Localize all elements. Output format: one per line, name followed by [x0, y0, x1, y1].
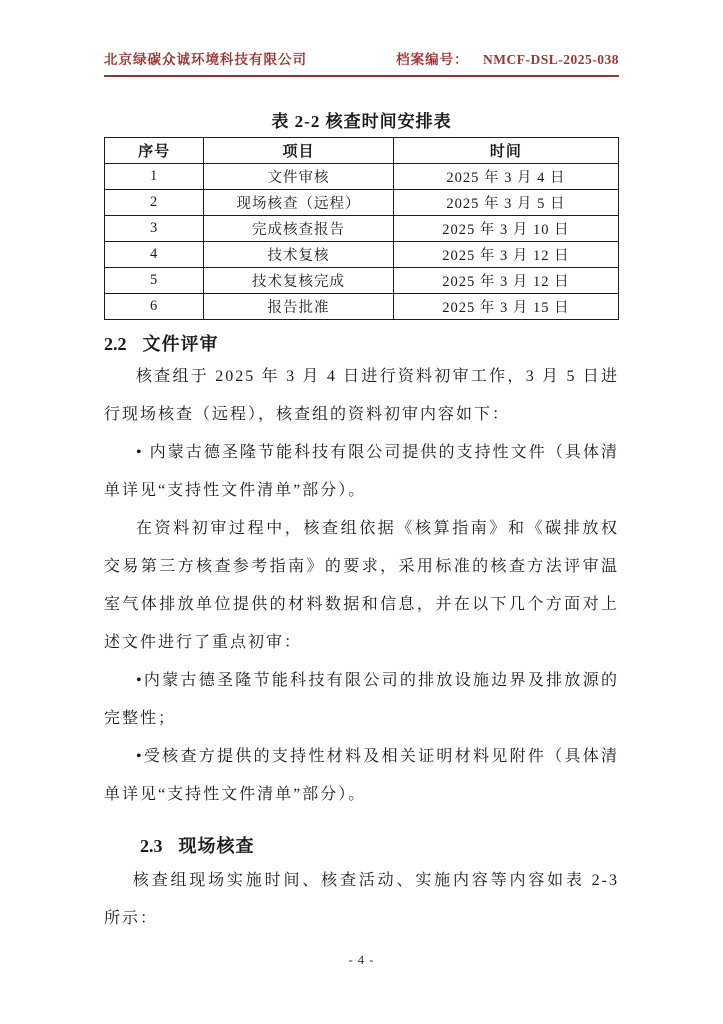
section-title: 文件评审 [142, 334, 219, 354]
col-header-item: 项目 [204, 138, 394, 164]
cell-item: 技术复核完成 [204, 268, 394, 294]
cell-time: 2025 年 3 月 12 日 [393, 242, 618, 268]
cell-time: 2025 年 3 月 10 日 [393, 216, 618, 242]
table-row [105, 190, 619, 216]
cell-item: 现场核查（远程） [204, 190, 394, 216]
bullet-item: •受核查方提供的支持性材料及相关证明材料见附件（具体清单详见“支持性文件清单”部分）。 [104, 748, 619, 803]
cell-no: 4 [105, 242, 204, 268]
company-name: 北京绿碳众诚环境科技有限公司 [104, 52, 307, 67]
section-number: 2.3 [140, 836, 163, 856]
page-header [104, 48, 619, 77]
paragraph: 核查组现场实施时间、核查活动、实施内容等内容如表 2-3 所示： [104, 872, 619, 927]
cell-item: 报告批准 [204, 294, 394, 320]
section-heading-2-3 [104, 832, 619, 858]
cell-no: 1 [105, 164, 204, 190]
cell-no: 5 [105, 268, 204, 294]
archive-number [396, 48, 619, 68]
table-row [105, 242, 619, 268]
table-row [105, 164, 619, 190]
page-number: - 4 - [348, 953, 375, 967]
cell-no: 3 [105, 216, 204, 242]
bullet-item: • 内蒙古德圣隆节能科技有限公司提供的支持性文件（具体清单详见“支持性文件清单”部分）。 [104, 444, 619, 499]
schedule-table [104, 137, 619, 320]
cell-time: 2025 年 3 月 12 日 [393, 268, 618, 294]
paragraph: 在资料初审过程中，核查组依据《核算指南》和《碳排放权交易第三方核查参考指南》的要求，采用标准的核查方法评审温室气体排放单位提供的材料数据和信息，并在以下几个方面对上述文件进行了重点初审： [104, 520, 619, 651]
col-header-no: 序号 [105, 138, 204, 164]
col-header-time: 时间 [393, 138, 618, 164]
table-header-row [105, 138, 619, 164]
cell-time: 2025 年 3 月 5 日 [393, 190, 618, 216]
section-heading-2-2 [104, 330, 619, 356]
cell-item: 完成核查报告 [204, 216, 394, 242]
table-row [105, 216, 619, 242]
section-title: 现场核查 [178, 836, 255, 856]
cell-time: 2025 年 3 月 15 日 [393, 294, 618, 320]
archive-number-label: 档案编号： [396, 52, 469, 67]
cell-no: 2 [105, 190, 204, 216]
cell-time: 2025 年 3 月 4 日 [393, 164, 618, 190]
cell-no: 6 [105, 294, 204, 320]
cell-item: 技术复核 [204, 242, 394, 268]
table-row [105, 294, 619, 320]
bullet-item: •内蒙古德圣隆节能科技有限公司的排放设施边界及排放源的完整性； [104, 672, 619, 727]
cell-item: 文件审核 [204, 164, 394, 190]
archive-number-value: NMCF-DSL-2025-038 [483, 52, 619, 67]
table-row [105, 268, 619, 294]
table-title: 表 2-2 核查时间安排表 [271, 112, 452, 131]
paragraph: 核查组于 2025 年 3 月 4 日进行资料初审工作，3 月 5 日进行现场核查（远程），核查组的资料初审内容如下： [104, 368, 619, 423]
section-number: 2.2 [104, 334, 127, 354]
